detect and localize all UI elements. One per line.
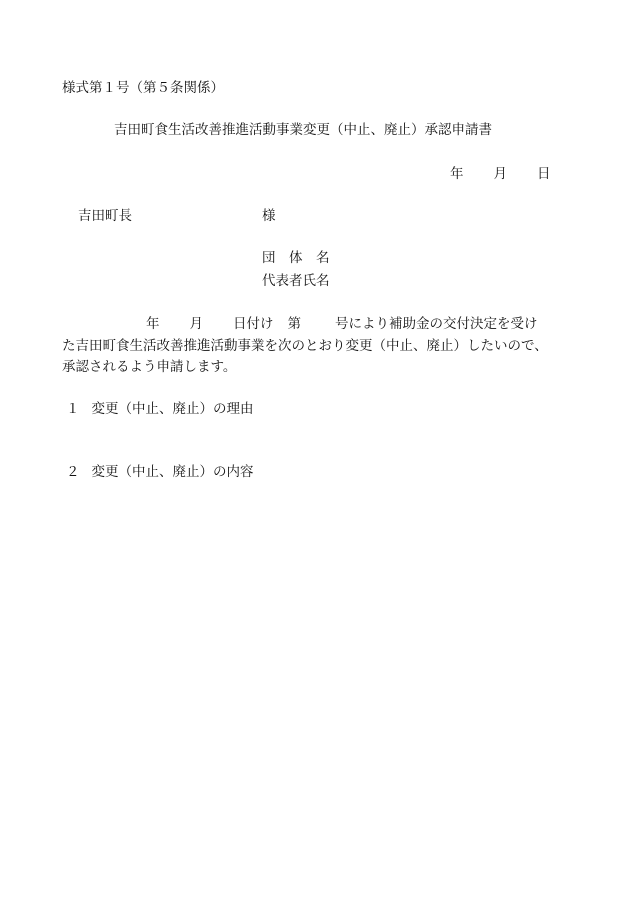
date-year-label: 年 <box>450 166 464 182</box>
body-month-label: 月 <box>189 316 203 332</box>
item-reason <box>66 403 254 417</box>
organization-name-label: 団 体 名 <box>262 250 330 266</box>
body-day-label: 日付け <box>233 316 274 332</box>
body-line-2: た吉田町食生活改善推進活動事業を次のとおり変更（中止、廃止）したいので、 <box>62 338 548 354</box>
item-label: 変更（中止、廃止）の内容 <box>91 464 254 480</box>
body-line-1 <box>146 318 538 332</box>
item-number: １ <box>66 401 80 417</box>
document-title: 吉田町食生活改善推進活動事業変更（中止、廃止）承認申請書 <box>114 122 492 138</box>
date-day-label: 日 <box>537 166 551 182</box>
addressee-name: 吉田町長 <box>78 208 132 224</box>
body-year-label: 年 <box>146 316 160 332</box>
form-number: 様式第１号（第５条関係） <box>62 80 224 96</box>
addressee-honorific: 様 <box>262 208 276 224</box>
date-row <box>450 168 551 182</box>
date-month-label: 月 <box>493 166 507 182</box>
body-number-prefix: 第 <box>287 316 301 332</box>
item-content <box>66 466 254 480</box>
representative-name-label: 代表者氏名 <box>262 273 330 289</box>
body-line-3: 承認されるよう申請します。 <box>62 359 237 375</box>
item-label: 変更（中止、廃止）の理由 <box>91 401 254 417</box>
body-line-1-rest: 号により補助金の交付決定を受け <box>335 316 538 332</box>
item-number: ２ <box>66 464 80 480</box>
